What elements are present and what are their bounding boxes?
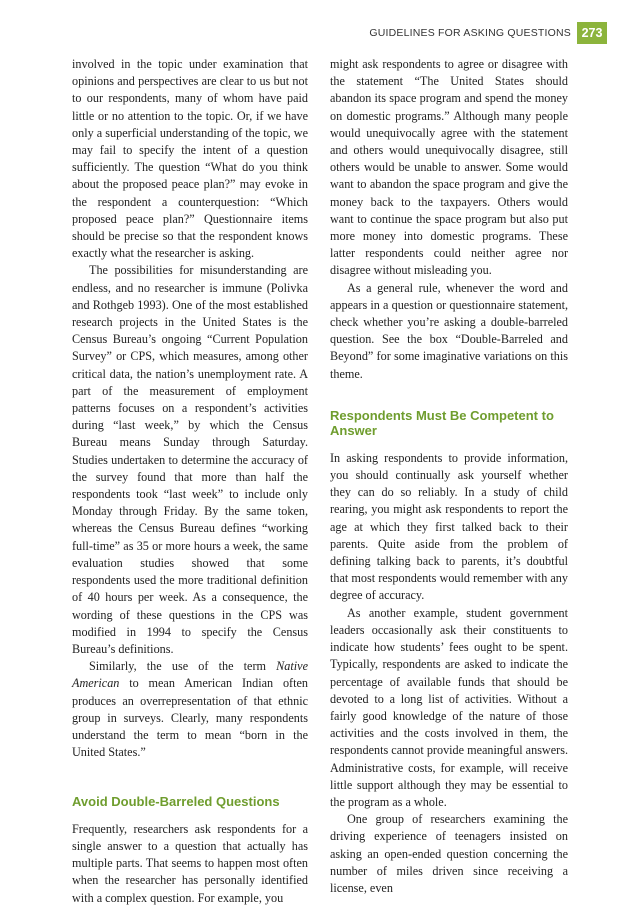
native-american-term: Native American xyxy=(72,659,308,691)
right-column xyxy=(330,56,568,897)
left-paragraph-1: involved in the topic under examination that opinions and perspectives are clear to us but not to our respondents, many of whom have paid little or no attention to the topic. Or, if we have only a superficial understanding of the topic, we may fail to specify the intent of a question sufficiently. The question “What do you think about the proposed peace plan?” may evoke in the respondent a counterquestion: “Which proposed peace plan?” Questionnaire items should be precise so that the respondent knows exactly what the researcher is asking. xyxy=(72,57,308,261)
section-heading-double-barreled: Avoid Double-Barreled Questions xyxy=(72,794,280,810)
p3-text-before: Similarly, the use of the term xyxy=(89,659,277,674)
right-paragraph-4: As another example, student government leaders occasionally ask their constituents to indicate how students’ fees ought to be spent. Typically, respondents are asked to indicate the percentage of available funds that should be devoted to a long list of activities. Without a fairly good knowledge of the nature of those activities and the costs involved in them, the respondents cannot provide meaningful answers. Administrative costs, for example, will receive little support although they may be essential to the program as a whole. xyxy=(330,605,568,809)
right-paragraph-2: As a general rule, whenever the word and appears in a question or questionnaire statement, check whether you’re asking a double-barreled question. See the box “Double-Barreled and Beyond” for some imaginative variations on this theme. xyxy=(330,280,568,381)
right-paragraph-1: might ask respondents to agree or disagree with the statement “The United States should abandon its space program and spend the money on domestic programs.” Although many people would unequivocally agree with the statement and others would unequivocally disagree, still others would be unable to answer. Some would want to abandon the space program and give the money back to the taxpayers. Others would want to continue the space program but also put more money into domestic programs. These latter respondents could neither agree nor disagree without misleading you. xyxy=(330,57,568,278)
left-paragraph-2: The possibilities for misunderstanding are endless, and no researcher is immune (Polivka and Rothgeb 1993). One of the most established research projects in the United States is the Census Bureau’s ongoing “Current Population Survey” or CPS, which measures, among other critical data, the nation’s unemployment rate. A part of the measurement of employment patterns focuses on a respondent’s activities during “last week,” by which the Census Bureau means Sunday through Saturday. Studies undertaken to determine the accuracy of the survey found that more than half the respondents took “last week” to include only Monday through Friday. By the same token, whereas the Census Bureau defines “working full-time” as 35 or more hours a week, the same evaluation studies showed that some respondents used the more traditional definition of 40 hours per week. As a consequence, the wording of these questions in the CPS was modified in 1994 to specify the Census Bureau’s definitions. xyxy=(72,263,308,656)
running-head: GUIDELINES FOR ASKING QUESTIONS xyxy=(369,27,571,39)
left-paragraph-4: Frequently, researchers ask respondents for a single answer to a question that actually has multiple parts. That seems to happen most often when the researcher has personally identified with a complex question. For example, you xyxy=(72,821,308,905)
left-column xyxy=(72,56,308,907)
right-paragraph-3: In asking respondents to provide information, you should continually ask yourself whether they can do so reliably. In a study of child rearing, you might ask respondents to report the age at which they first talked back to their parents. Quite aside from the problem of defining talking back to parents, it’s doubtful that most respondents would remember with any degree of accuracy. xyxy=(330,450,568,603)
right-paragraph-5: One group of researchers examining the driving experience of teenagers insisted on asking an open-ended question concerning the number of miles driven since receiving a license, even xyxy=(330,812,568,895)
page-number: 273 xyxy=(577,22,607,44)
section-heading-competent: Respondents Must Be Competent to Answer xyxy=(330,407,554,439)
left-paragraph-3 xyxy=(72,658,308,761)
p3-text-after: to mean American Indian often produces an overrepresentation of that ethnic group in surveys. Clearly, many respondents understand the term to mean “born in the United States.” xyxy=(72,676,308,760)
